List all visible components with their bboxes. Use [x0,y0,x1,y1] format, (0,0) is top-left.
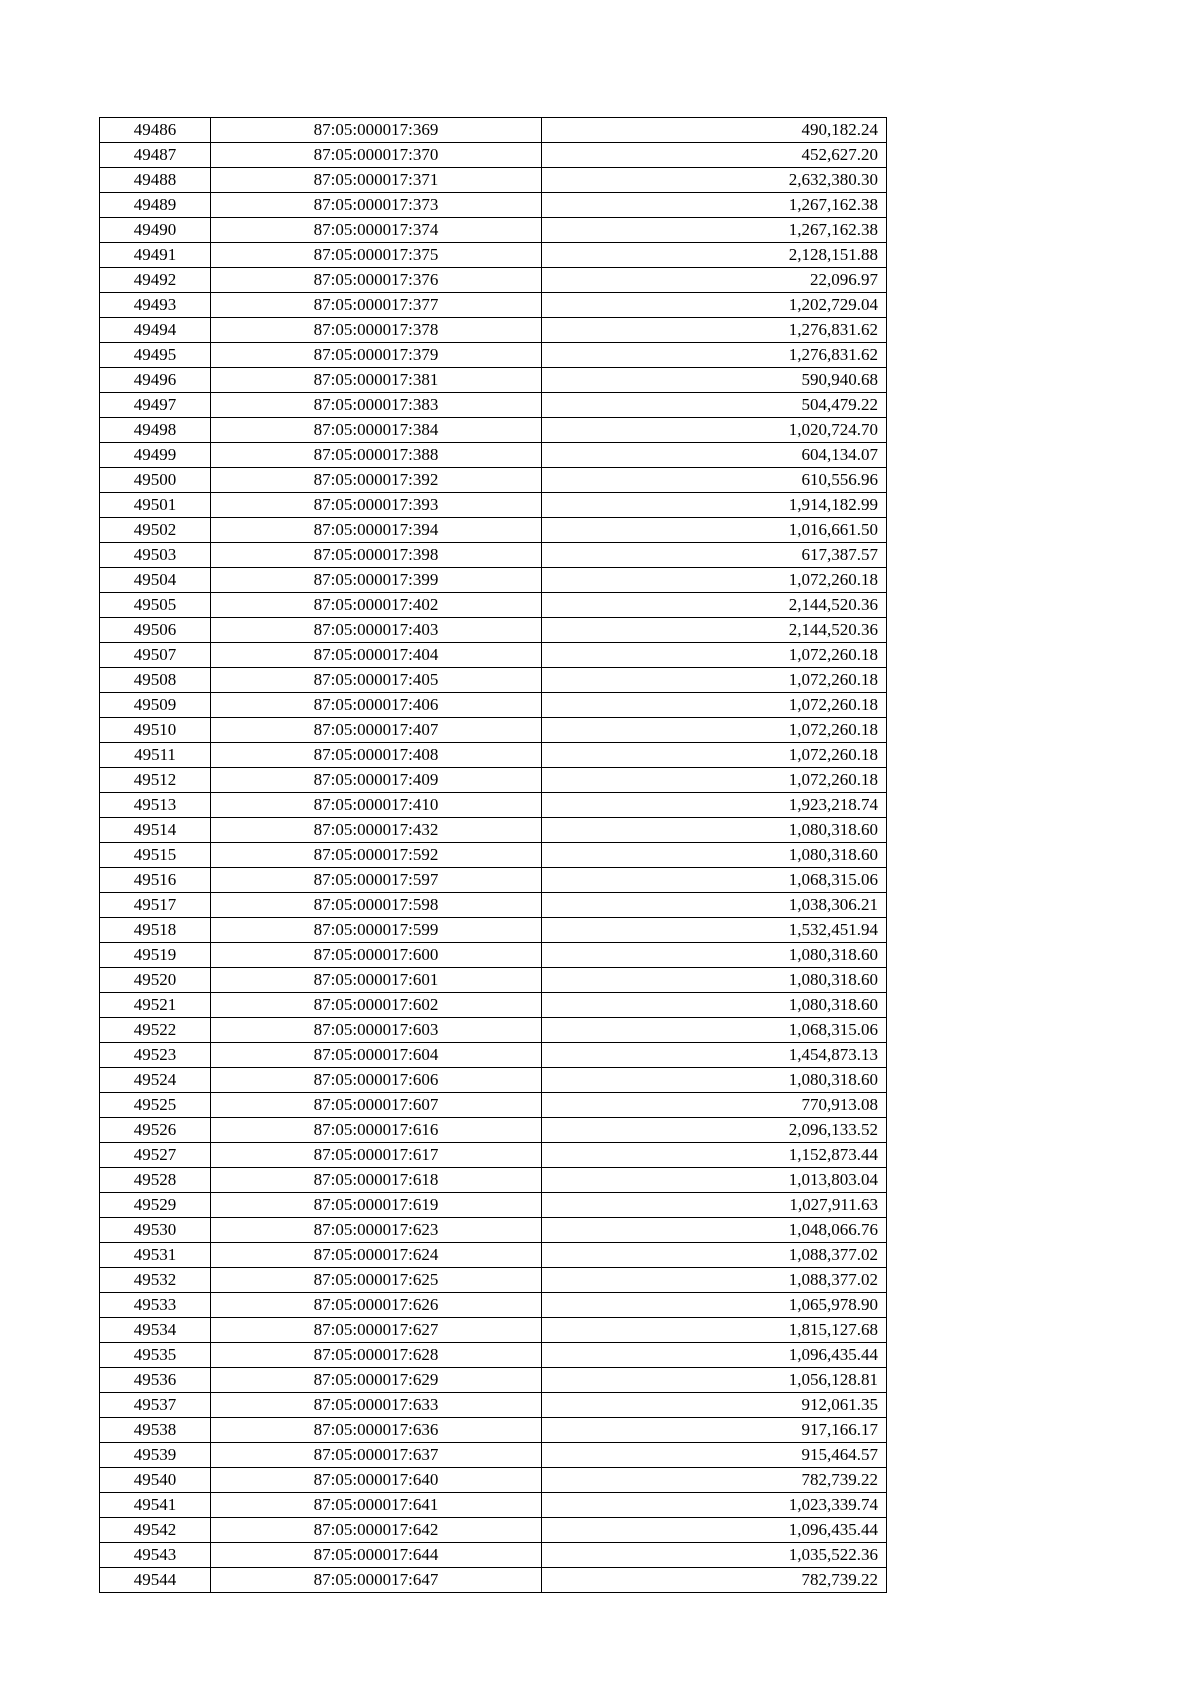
row-number-cell: 49524 [100,1068,211,1093]
cadastral-number-cell: 87:05:000017:616 [211,1118,542,1143]
table-row [100,143,887,168]
value-cell: 1,088,377.02 [542,1268,887,1293]
table-row [100,843,887,868]
table-row [100,1168,887,1193]
row-number-cell: 49538 [100,1418,211,1443]
table-row [100,668,887,693]
table-row [100,1468,887,1493]
row-number-cell: 49533 [100,1293,211,1318]
cadastral-number-cell: 87:05:000017:625 [211,1268,542,1293]
value-cell: 1,016,661.50 [542,518,887,543]
value-cell: 1,080,318.60 [542,1068,887,1093]
value-cell: 1,072,260.18 [542,718,887,743]
cadastral-number-cell: 87:05:000017:603 [211,1018,542,1043]
table-row [100,168,887,193]
cadastral-number-cell: 87:05:000017:629 [211,1368,542,1393]
value-cell: 1,072,260.18 [542,693,887,718]
value-cell: 1,068,315.06 [542,868,887,893]
data-table [99,117,887,1593]
cadastral-number-cell: 87:05:000017:598 [211,893,542,918]
value-cell: 22,096.97 [542,268,887,293]
cadastral-number-cell: 87:05:000017:394 [211,518,542,543]
row-number-cell: 49500 [100,468,211,493]
value-cell: 1,072,260.18 [542,568,887,593]
row-number-cell: 49518 [100,918,211,943]
cadastral-number-cell: 87:05:000017:640 [211,1468,542,1493]
value-cell: 782,739.22 [542,1568,887,1593]
row-number-cell: 49523 [100,1043,211,1068]
cadastral-number-cell: 87:05:000017:592 [211,843,542,868]
value-cell: 2,632,380.30 [542,168,887,193]
table-row [100,918,887,943]
table-row [100,893,887,918]
value-cell: 1,096,435.44 [542,1518,887,1543]
value-cell: 1,080,318.60 [542,968,887,993]
value-cell: 1,096,435.44 [542,1343,887,1368]
value-cell: 770,913.08 [542,1093,887,1118]
cadastral-number-cell: 87:05:000017:373 [211,193,542,218]
table-row [100,943,887,968]
cadastral-number-cell: 87:05:000017:604 [211,1043,542,1068]
cadastral-number-cell: 87:05:000017:619 [211,1193,542,1218]
table-row [100,1218,887,1243]
value-cell: 1,056,128.81 [542,1368,887,1393]
row-number-cell: 49537 [100,1393,211,1418]
cadastral-number-cell: 87:05:000017:399 [211,568,542,593]
value-cell: 1,020,724.70 [542,418,887,443]
row-number-cell: 49488 [100,168,211,193]
value-cell: 1,088,377.02 [542,1243,887,1268]
cadastral-number-cell: 87:05:000017:618 [211,1168,542,1193]
row-number-cell: 49536 [100,1368,211,1393]
table-row [100,1368,887,1393]
cadastral-number-cell: 87:05:000017:405 [211,668,542,693]
row-number-cell: 49531 [100,1243,211,1268]
row-number-cell: 49498 [100,418,211,443]
row-number-cell: 49493 [100,293,211,318]
row-number-cell: 49503 [100,543,211,568]
row-number-cell: 49501 [100,493,211,518]
value-cell: 1,267,162.38 [542,193,887,218]
cadastral-number-cell: 87:05:000017:599 [211,918,542,943]
cadastral-number-cell: 87:05:000017:378 [211,318,542,343]
table-row [100,1518,887,1543]
row-number-cell: 49487 [100,143,211,168]
value-cell: 1,023,339.74 [542,1493,887,1518]
table-row [100,818,887,843]
row-number-cell: 49505 [100,593,211,618]
cadastral-number-cell: 87:05:000017:628 [211,1343,542,1368]
value-cell: 1,080,318.60 [542,818,887,843]
table-row [100,1443,887,1468]
table-row [100,1068,887,1093]
row-number-cell: 49511 [100,743,211,768]
table-row [100,1418,887,1443]
table-row [100,443,887,468]
table-row [100,568,887,593]
cadastral-number-cell: 87:05:000017:404 [211,643,542,668]
row-number-cell: 49519 [100,943,211,968]
cadastral-number-cell: 87:05:000017:403 [211,618,542,643]
row-number-cell: 49492 [100,268,211,293]
value-cell: 590,940.68 [542,368,887,393]
table-row [100,1018,887,1043]
table-row [100,1293,887,1318]
table-row [100,1543,887,1568]
value-cell: 504,479.22 [542,393,887,418]
cadastral-number-cell: 87:05:000017:383 [211,393,542,418]
value-cell: 1,027,911.63 [542,1193,887,1218]
cadastral-number-cell: 87:05:000017:432 [211,818,542,843]
table-body [100,118,887,1593]
row-number-cell: 49489 [100,193,211,218]
cadastral-number-cell: 87:05:000017:402 [211,593,542,618]
cadastral-number-cell: 87:05:000017:371 [211,168,542,193]
cadastral-number-cell: 87:05:000017:637 [211,1443,542,1468]
cadastral-number-cell: 87:05:000017:642 [211,1518,542,1543]
table-row [100,1118,887,1143]
table-row [100,1268,887,1293]
table-row [100,1568,887,1593]
value-cell: 1,080,318.60 [542,943,887,968]
table-row [100,1393,887,1418]
value-cell: 1,152,873.44 [542,1143,887,1168]
cadastral-number-cell: 87:05:000017:626 [211,1293,542,1318]
row-number-cell: 49527 [100,1143,211,1168]
cadastral-number-cell: 87:05:000017:606 [211,1068,542,1093]
value-cell: 1,080,318.60 [542,843,887,868]
cadastral-number-cell: 87:05:000017:597 [211,868,542,893]
cadastral-number-cell: 87:05:000017:375 [211,243,542,268]
value-cell: 782,739.22 [542,1468,887,1493]
row-number-cell: 49508 [100,668,211,693]
table-row [100,243,887,268]
value-cell: 1,202,729.04 [542,293,887,318]
value-cell: 1,276,831.62 [542,343,887,368]
table-row [100,868,887,893]
row-number-cell: 49529 [100,1193,211,1218]
cadastral-number-cell: 87:05:000017:408 [211,743,542,768]
row-number-cell: 49528 [100,1168,211,1193]
cadastral-number-cell: 87:05:000017:381 [211,368,542,393]
value-cell: 1,013,803.04 [542,1168,887,1193]
value-cell: 1,065,978.90 [542,1293,887,1318]
cadastral-number-cell: 87:05:000017:369 [211,118,542,143]
cadastral-number-cell: 87:05:000017:384 [211,418,542,443]
cadastral-number-cell: 87:05:000017:601 [211,968,542,993]
value-cell: 617,387.57 [542,543,887,568]
table-row [100,1193,887,1218]
value-cell: 1,068,315.06 [542,1018,887,1043]
row-number-cell: 49521 [100,993,211,1018]
cadastral-number-cell: 87:05:000017:644 [211,1543,542,1568]
row-number-cell: 49502 [100,518,211,543]
cadastral-number-cell: 87:05:000017:641 [211,1493,542,1518]
table-row [100,643,887,668]
cadastral-number-cell: 87:05:000017:379 [211,343,542,368]
table-row [100,293,887,318]
value-cell: 1,923,218.74 [542,793,887,818]
cadastral-number-cell: 87:05:000017:410 [211,793,542,818]
value-cell: 610,556.96 [542,468,887,493]
table-row [100,493,887,518]
table-row [100,193,887,218]
row-number-cell: 49491 [100,243,211,268]
table-row [100,518,887,543]
row-number-cell: 49486 [100,118,211,143]
value-cell: 1,035,522.36 [542,1543,887,1568]
table-row [100,593,887,618]
cadastral-number-cell: 87:05:000017:602 [211,993,542,1018]
row-number-cell: 49544 [100,1568,211,1593]
row-number-cell: 49520 [100,968,211,993]
value-cell: 2,096,133.52 [542,1118,887,1143]
row-number-cell: 49515 [100,843,211,868]
cadastral-number-cell: 87:05:000017:624 [211,1243,542,1268]
row-number-cell: 49543 [100,1543,211,1568]
cadastral-number-cell: 87:05:000017:623 [211,1218,542,1243]
table-row [100,1493,887,1518]
row-number-cell: 49497 [100,393,211,418]
value-cell: 452,627.20 [542,143,887,168]
row-number-cell: 49535 [100,1343,211,1368]
value-cell: 1,072,260.18 [542,743,887,768]
value-cell: 1,048,066.76 [542,1218,887,1243]
table-row [100,1318,887,1343]
cadastral-number-cell: 87:05:000017:409 [211,768,542,793]
table-row [100,768,887,793]
row-number-cell: 49494 [100,318,211,343]
cadastral-number-cell: 87:05:000017:627 [211,1318,542,1343]
row-number-cell: 49499 [100,443,211,468]
table-row [100,393,887,418]
cadastral-number-cell: 87:05:000017:407 [211,718,542,743]
value-cell: 2,144,520.36 [542,618,887,643]
cadastral-number-cell: 87:05:000017:374 [211,218,542,243]
table-row [100,468,887,493]
cadastral-number-cell: 87:05:000017:636 [211,1418,542,1443]
table-row [100,743,887,768]
row-number-cell: 49514 [100,818,211,843]
row-number-cell: 49516 [100,868,211,893]
value-cell: 2,144,520.36 [542,593,887,618]
value-cell: 1,080,318.60 [542,993,887,1018]
row-number-cell: 49540 [100,1468,211,1493]
value-cell: 1,815,127.68 [542,1318,887,1343]
table-row [100,718,887,743]
value-cell: 1,072,260.18 [542,643,887,668]
table-row [100,318,887,343]
row-number-cell: 49506 [100,618,211,643]
table-row [100,993,887,1018]
value-cell: 1,072,260.18 [542,668,887,693]
table-row [100,543,887,568]
row-number-cell: 49534 [100,1318,211,1343]
row-number-cell: 49512 [100,768,211,793]
value-cell: 1,038,306.21 [542,893,887,918]
value-cell: 1,072,260.18 [542,768,887,793]
cadastral-number-cell: 87:05:000017:607 [211,1093,542,1118]
table-row [100,268,887,293]
cadastral-number-cell: 87:05:000017:406 [211,693,542,718]
row-number-cell: 49525 [100,1093,211,1118]
row-number-cell: 49495 [100,343,211,368]
table-row [100,118,887,143]
cadastral-number-cell: 87:05:000017:388 [211,443,542,468]
value-cell: 912,061.35 [542,1393,887,1418]
row-number-cell: 49532 [100,1268,211,1293]
row-number-cell: 49526 [100,1118,211,1143]
row-number-cell: 49517 [100,893,211,918]
cadastral-number-cell: 87:05:000017:633 [211,1393,542,1418]
row-number-cell: 49522 [100,1018,211,1043]
cadastral-number-cell: 87:05:000017:377 [211,293,542,318]
value-cell: 915,464.57 [542,1443,887,1468]
table-row [100,218,887,243]
cadastral-number-cell: 87:05:000017:370 [211,143,542,168]
cadastral-number-cell: 87:05:000017:647 [211,1568,542,1593]
table-row [100,418,887,443]
value-cell: 1,267,162.38 [542,218,887,243]
value-cell: 1,276,831.62 [542,318,887,343]
row-number-cell: 49496 [100,368,211,393]
row-number-cell: 49542 [100,1518,211,1543]
row-number-cell: 49530 [100,1218,211,1243]
table-row [100,1043,887,1068]
row-number-cell: 49541 [100,1493,211,1518]
table-row [100,368,887,393]
row-number-cell: 49507 [100,643,211,668]
row-number-cell: 49510 [100,718,211,743]
cadastral-number-cell: 87:05:000017:376 [211,268,542,293]
value-cell: 490,182.24 [542,118,887,143]
table-row [100,1143,887,1168]
table-row [100,1093,887,1118]
cadastral-number-cell: 87:05:000017:600 [211,943,542,968]
value-cell: 1,454,873.13 [542,1043,887,1068]
cadastral-number-cell: 87:05:000017:617 [211,1143,542,1168]
table-row [100,793,887,818]
row-number-cell: 49539 [100,1443,211,1468]
value-cell: 917,166.17 [542,1418,887,1443]
row-number-cell: 49513 [100,793,211,818]
table-row [100,343,887,368]
cadastral-number-cell: 87:05:000017:392 [211,468,542,493]
row-number-cell: 49504 [100,568,211,593]
row-number-cell: 49490 [100,218,211,243]
value-cell: 2,128,151.88 [542,243,887,268]
value-cell: 1,914,182.99 [542,493,887,518]
row-number-cell: 49509 [100,693,211,718]
table-row [100,1243,887,1268]
table-row [100,968,887,993]
table-row [100,1343,887,1368]
value-cell: 604,134.07 [542,443,887,468]
table-row [100,693,887,718]
table-row [100,618,887,643]
cadastral-number-cell: 87:05:000017:393 [211,493,542,518]
cadastral-number-cell: 87:05:000017:398 [211,543,542,568]
value-cell: 1,532,451.94 [542,918,887,943]
